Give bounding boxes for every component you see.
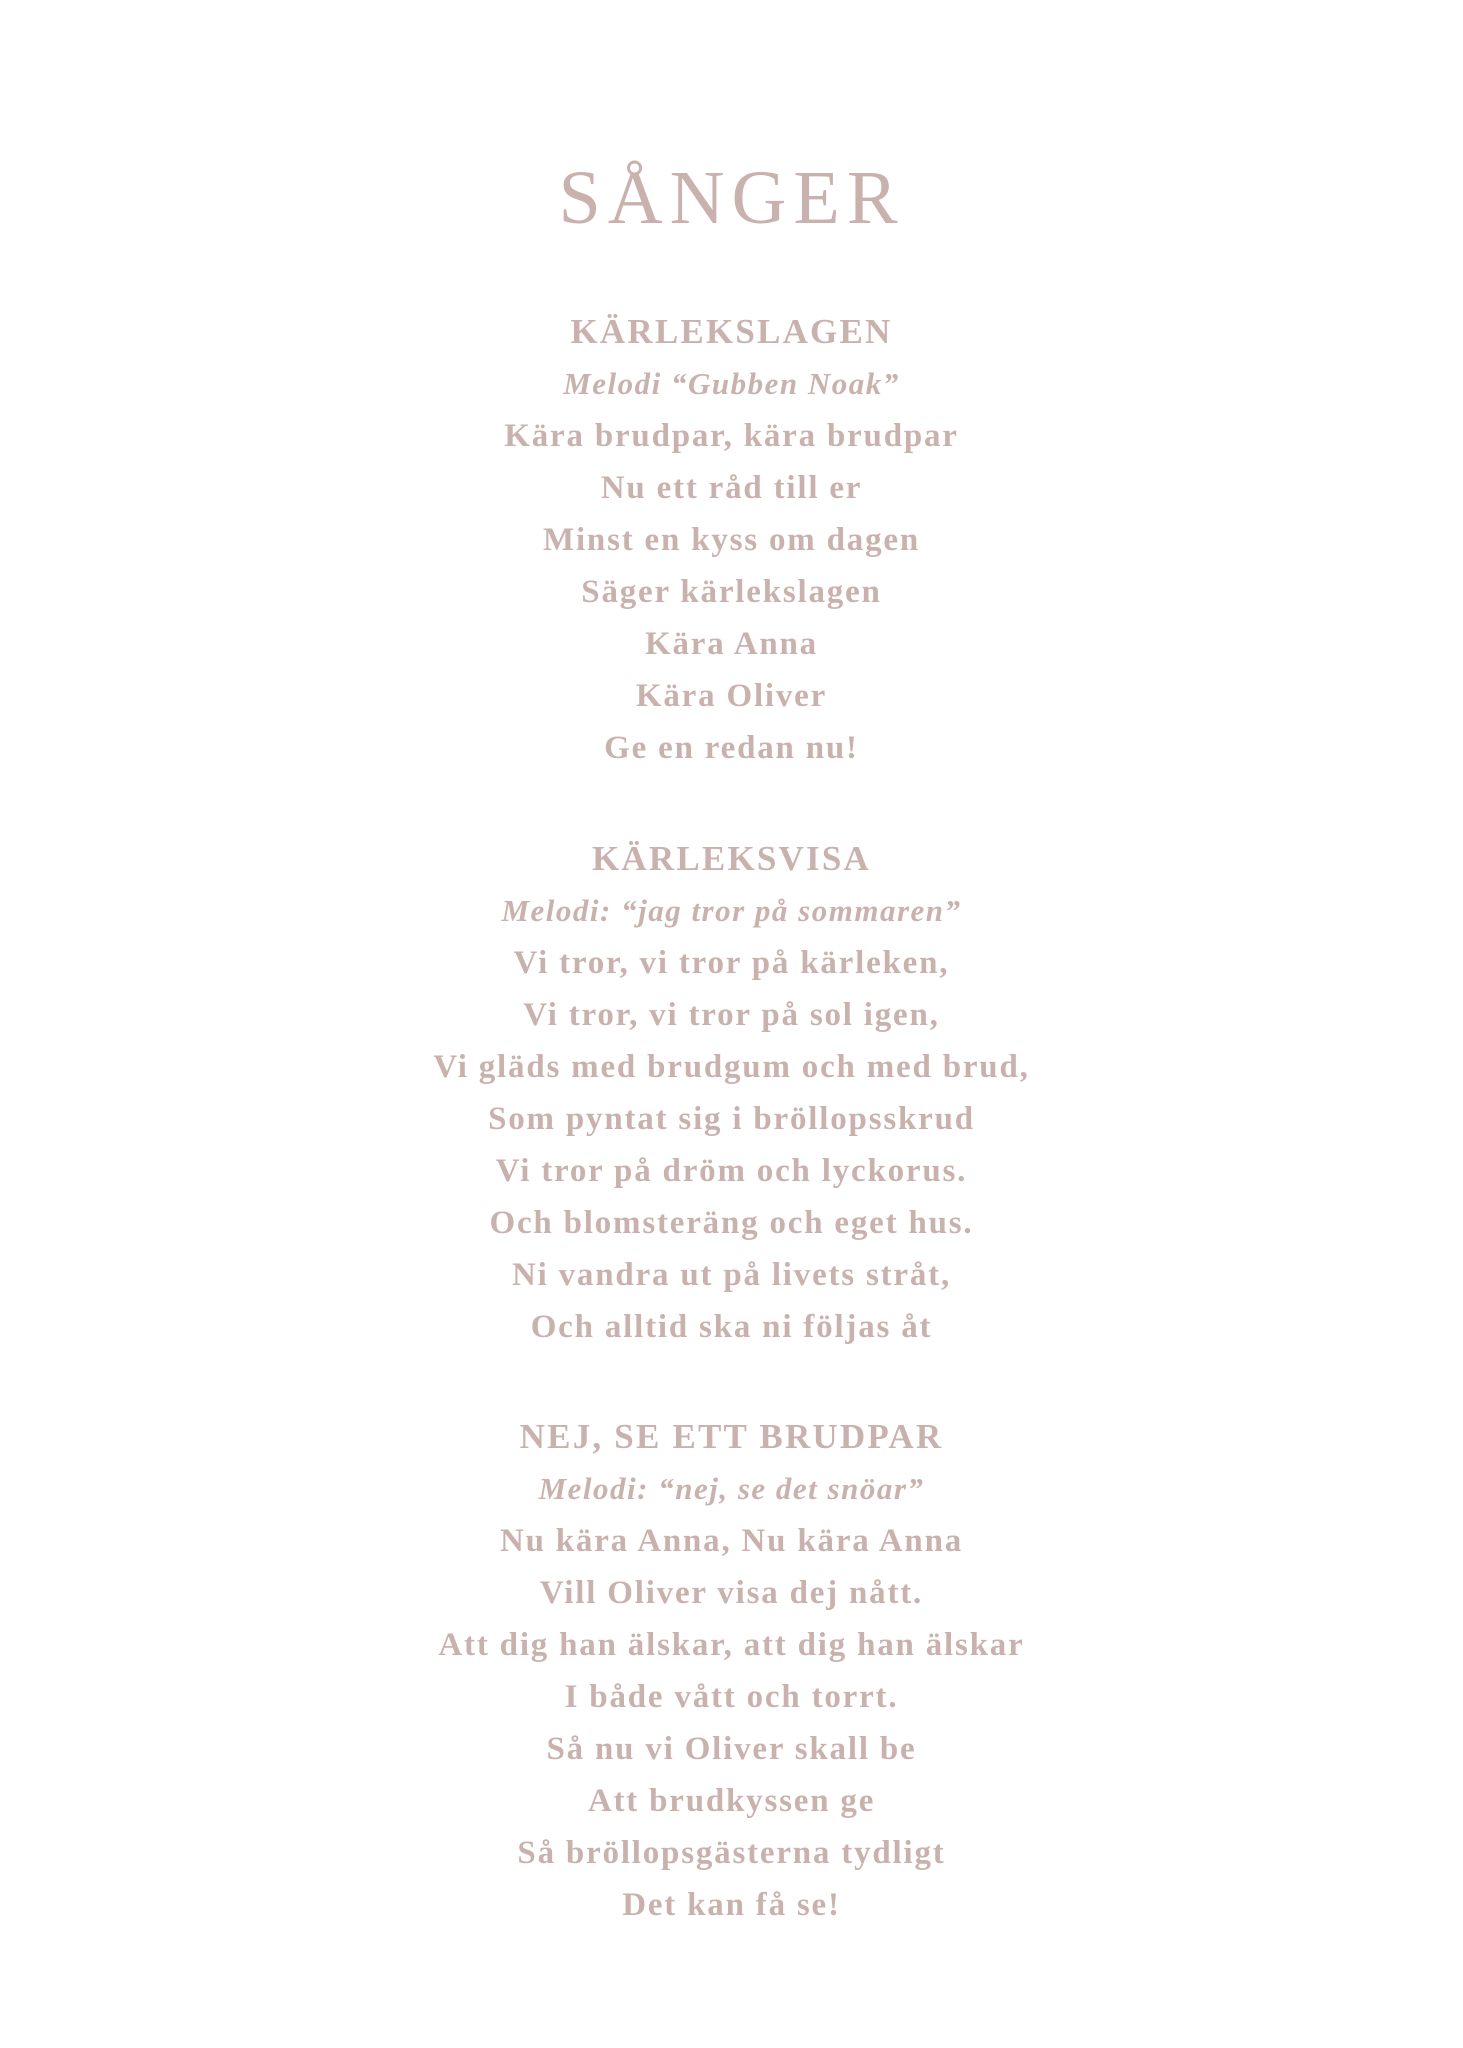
lyric-line: Vi tror, vi tror på sol igen, <box>523 997 940 1033</box>
song-title: NEJ, SE ETT BRUDPAR <box>519 1417 944 1456</box>
lyric-line: Kära Anna <box>645 626 818 662</box>
lyric-line: Vi tror på dröm och lyckorus. <box>495 1153 968 1189</box>
lyric-line: Så bröllopsgästerna tydligt <box>517 1835 946 1871</box>
song-section <box>0 1411 1463 1931</box>
page-title: SÅNGER <box>558 156 905 240</box>
song-lyrics <box>0 410 1463 774</box>
song-title: KÄRLEKSVISA <box>592 839 871 878</box>
lyric-line: Ge en redan nu! <box>604 730 859 766</box>
lyric-line: Och alltid ska ni följas åt <box>530 1309 933 1345</box>
song-lyrics <box>0 1515 1463 1931</box>
song-title: KÄRLEKSLAGEN <box>570 312 893 351</box>
lyric-line: Så nu vi Oliver skall be <box>546 1731 917 1767</box>
lyric-line: Ni vandra ut på livets stråt, <box>511 1257 952 1293</box>
lyric-line: Vill Oliver visa dej nått. <box>539 1575 924 1611</box>
lyric-line: Nu ett råd till er <box>600 470 863 506</box>
lyric-line: Kära Oliver <box>635 678 828 714</box>
lyric-line: Att brudkyssen ge <box>587 1783 876 1819</box>
lyric-line: Kära brudpar, kära brudpar <box>504 418 959 454</box>
lyric-line: Som pyntat sig i bröllopsskrud <box>488 1101 975 1137</box>
lyric-line: Att dig han älskar, att dig han älskar <box>438 1627 1025 1663</box>
lyric-line: Vi gläds med brudgum och med brud, <box>433 1049 1030 1085</box>
song-section <box>0 833 1463 1353</box>
song-melody: Melodi: “nej, se det snöar” <box>538 1471 925 1506</box>
lyric-line: Det kan få se! <box>622 1887 841 1923</box>
lyric-line: Vi tror, vi tror på kärleken, <box>513 945 950 981</box>
lyric-line: Och blomsteräng och eget hus. <box>489 1205 974 1241</box>
song-section <box>0 306 1463 774</box>
song-lyrics <box>0 937 1463 1353</box>
lyric-line: Nu kära Anna, Nu kära Anna <box>499 1523 964 1559</box>
lyric-line: Säger kärlekslagen <box>581 574 882 610</box>
lyric-line: Minst en kyss om dagen <box>543 522 920 558</box>
song-melody: Melodi “Gubben Noak” <box>563 366 900 401</box>
song-melody: Melodi: “jag tror på sommaren” <box>501 893 962 928</box>
lyric-line: I både vått och torrt. <box>564 1679 899 1715</box>
